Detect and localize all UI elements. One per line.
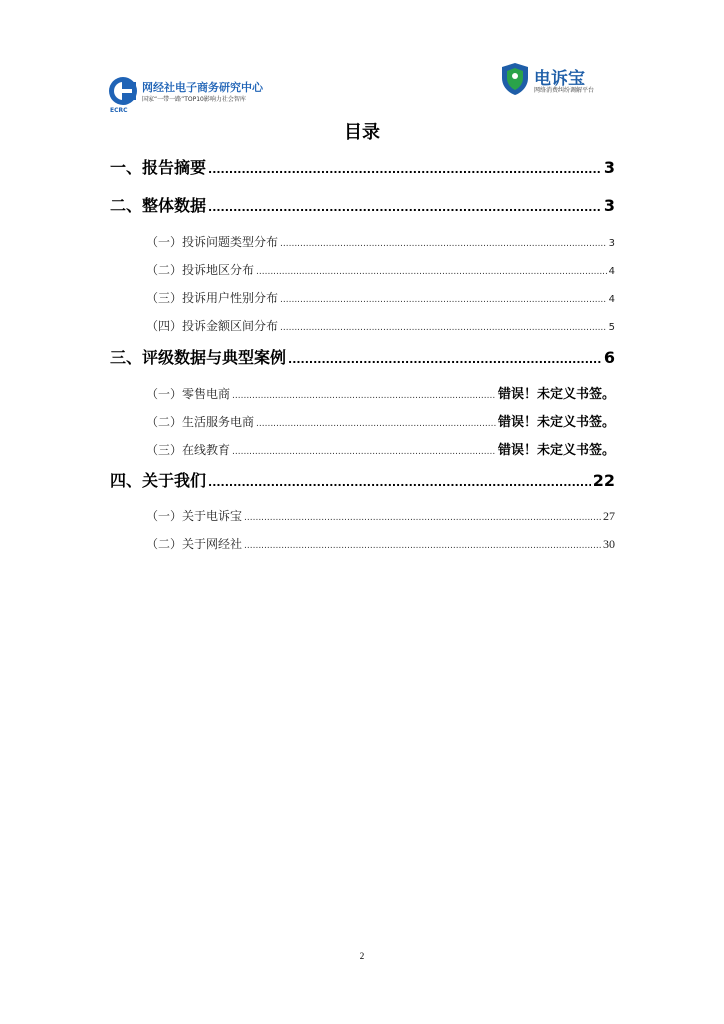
toc-entry[interactable] <box>110 155 615 178</box>
toc-entry-page: 4 <box>608 294 615 305</box>
toc-entry-page: 27 <box>603 509 615 523</box>
toc-entry-label: （三）在线教育 <box>146 443 231 457</box>
toc-entry-label: （一）关于电诉宝 <box>146 509 243 523</box>
toc-entry-label: （二）生活服务电商 <box>146 415 255 429</box>
dot-leader <box>280 295 607 305</box>
toc-entry-label: 一、报告摘要 <box>110 158 207 177</box>
toc-entry-page: 3 <box>603 196 615 215</box>
toc-entry[interactable] <box>146 535 615 552</box>
toc-entry[interactable] <box>146 411 615 430</box>
toc-entry-page: 22 <box>592 471 615 490</box>
dot-leader <box>280 323 607 333</box>
toc-entry[interactable] <box>146 439 615 458</box>
dot-leader <box>244 513 601 523</box>
toc-entry-page: 5 <box>608 322 615 333</box>
toc-entry-page: 错误！未定义书签。 <box>497 443 615 458</box>
toc-entry-label: 三、评级数据与典型案例 <box>110 348 287 367</box>
toc-entry-label: （二）投诉地区分布 <box>146 263 255 277</box>
toc-entry[interactable] <box>110 193 615 216</box>
dianshubao-name: 电诉宝 <box>534 69 585 89</box>
shield-icon <box>500 62 530 96</box>
dianshubao-tagline: 网络消费纠纷调解平台 <box>534 87 595 94</box>
toc-entry-page: 6 <box>603 348 615 367</box>
toc-entry[interactable] <box>146 233 615 250</box>
dot-leader <box>232 447 496 457</box>
toc-entry[interactable] <box>146 507 615 524</box>
dot-leader <box>208 476 591 489</box>
dot-leader <box>280 239 607 249</box>
page-number: 2 <box>359 951 365 961</box>
ec-logo-icon <box>108 76 138 106</box>
toc-entry-page: 错误！未定义书签。 <box>497 415 615 430</box>
toc-entry[interactable] <box>146 317 615 334</box>
toc-entry-label: 四、关于我们 <box>110 471 207 490</box>
toc-entry[interactable] <box>110 468 615 491</box>
toc-entry[interactable] <box>146 383 615 402</box>
toc-title: 目录 <box>344 122 380 143</box>
dot-leader <box>256 267 607 277</box>
dot-leader <box>244 541 601 551</box>
ecrc-logo <box>108 76 298 114</box>
toc-entry-page: 30 <box>603 537 615 551</box>
toc-entry-label: （一）零售电商 <box>146 387 231 401</box>
toc-entry-label: （三）投诉用户性别分布 <box>146 291 279 305</box>
dot-leader <box>232 391 496 401</box>
toc-entry-page: 4 <box>608 266 615 277</box>
toc-entry-page: 错误！未定义书签。 <box>497 387 615 402</box>
page-header <box>0 62 724 114</box>
toc-entry-page: 3 <box>608 238 615 249</box>
dot-leader <box>208 163 602 176</box>
dot-leader <box>288 353 602 366</box>
toc-entry-label: （二）关于网经社 <box>146 537 243 551</box>
toc-entry[interactable] <box>110 345 615 368</box>
dot-leader <box>208 201 602 214</box>
ecrc-name: 网经社电子商务研究中心 <box>142 81 263 94</box>
toc-entry-label: 二、整体数据 <box>110 196 207 215</box>
toc-entry-label: （一）投诉问题类型分布 <box>146 235 279 249</box>
ecrc-caption: ECRC <box>110 107 128 114</box>
toc-entry[interactable] <box>146 289 615 306</box>
dot-leader <box>256 419 496 429</box>
ecrc-tagline: 国家“一带一路”TOP10影响力社会智库 <box>142 96 246 103</box>
toc-entry-label: （四）投诉金额区间分布 <box>146 319 279 333</box>
toc-entry[interactable] <box>146 261 615 278</box>
dianshubao-logo <box>500 62 620 98</box>
toc-entry-page: 3 <box>603 158 615 177</box>
